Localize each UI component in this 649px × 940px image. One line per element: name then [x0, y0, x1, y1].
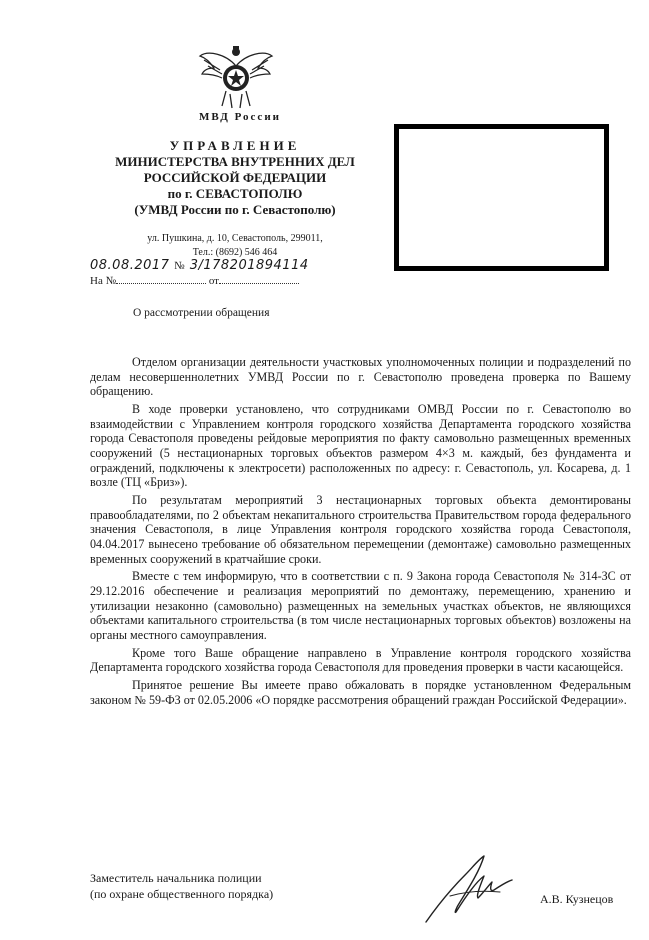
- reference-line: [90, 273, 299, 287]
- letter-body: [90, 355, 631, 711]
- letterhead-title-line: МИНИСТЕРСТВА ВНУТРЕННИХ ДЕЛ: [115, 154, 355, 169]
- handwritten-date-number: [90, 258, 309, 273]
- letterhead-title-line: по г. СЕВАСТОПОЛЮ: [167, 186, 303, 201]
- letter-subject: О рассмотрении обращения: [133, 307, 270, 319]
- phone-line: Тел.: (8692) 546 464: [192, 247, 278, 258]
- redacted-recipient-box: [394, 124, 609, 271]
- number-label: №: [174, 260, 186, 272]
- ref-blank: [116, 273, 206, 284]
- letterhead-caption: МВД России: [198, 111, 281, 123]
- letterhead-title-line: РОССИЙСКОЙ ФЕДЕРАЦИИ: [143, 170, 327, 185]
- body-paragraph: Кроме того Ваше обращение направлено в Управление контроля городского хозяйства Департамента городского хозяйства города Севастополя для проведения проверки в части касающейся.: [90, 645, 631, 675]
- signatory-name: А.В. Кузнецов: [540, 892, 614, 906]
- handwritten-number: 3/178201894114: [189, 258, 309, 273]
- letterhead-title-line: (УМВД России по г. Севастополю): [134, 202, 336, 217]
- body-paragraph: В ходе проверки установлено, что сотрудниками ОМВД России по г. Севастополю во взаимодействии с Управлением контроля городского хозяйства Департамента городского хозяйства города Севастополя проведены рейдовые мероприятия по факту самовольно размещенных временных сооружений (5 нестационарных торговых объектов размером 4×3 м. каждый, без фундамента и ограждений, подключены к электросети) расположенных по адресу: г. Севастополь, ул. Косарева, д. 1 возле (ТЦ «Бриз»).: [90, 402, 631, 490]
- body-paragraph: По результатам мероприятий 3 нестационарных торговых объекта демонтированы правообладателями, по 2 объектам некапитального строительства Правительством города федерального значения Севастополя, в лице Управления контроля городского хозяйства города Севастополя, 04.04.2017 вынесено требование об обязательном перемещении (демонтаже) самовольно размещенных временных сооружений в кратчайшие сроки.: [90, 493, 631, 566]
- letterhead-title-line: УПРАВЛЕНИЕ: [169, 138, 301, 153]
- body-paragraph: Принятое решение Вы имеете право обжаловать в порядке установленном Федеральным законом № 59-ФЗ от 02.05.2006 «О порядке рассмотрения обращений граждан Российской Федерации».: [90, 678, 631, 708]
- ref-from-blank: [219, 273, 299, 284]
- mvd-eagle-emblem-icon: [196, 44, 276, 110]
- body-paragraph: Отделом организации деятельности участковых уполномоченных полиции и подразделений по делам несовершеннолетних УМВД России по г. Севастополю проведена проверка по Вашему обращению.: [90, 355, 631, 399]
- letterhead-title: [60, 138, 410, 218]
- ref-from-label: от: [208, 275, 219, 287]
- handwritten-date: 08.08.2017: [90, 258, 170, 273]
- letterhead-address: [60, 232, 410, 260]
- position-line: (по охране общественного порядка): [90, 887, 274, 901]
- signatory-position: [90, 870, 273, 902]
- body-paragraph: Вместе с тем информирую, что в соответствии с п. 9 Закона города Севастополя № 314-ЗС от 29.12.2016 обеспечение и реализация мероприятий по демонтажу, перемещению, хранению и утилизации незаконно (самовольно) размещенных на земельных участках объектов, не являющихся объектами капитального строительства (в том числе нестационарных торговых объектов) возложены на органы местного самоуправления.: [90, 569, 631, 642]
- handwritten-signature-icon: [420, 852, 520, 926]
- address-line: ул. Пушкина, д. 10, Севастополь, 299011,: [147, 233, 323, 244]
- position-line: Заместитель начальника полиции: [90, 871, 262, 885]
- ref-label: На №: [90, 275, 117, 287]
